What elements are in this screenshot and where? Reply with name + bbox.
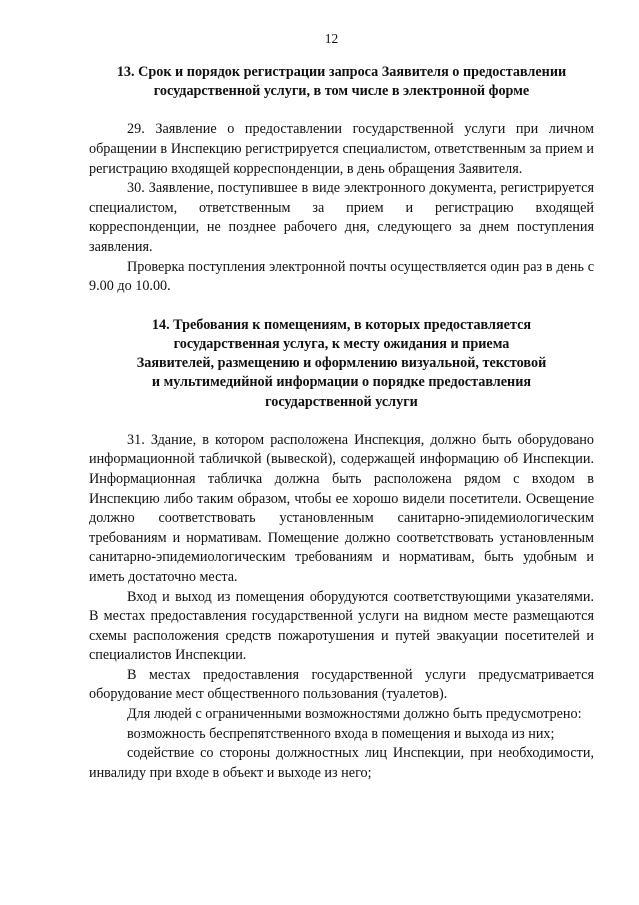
paragraph-access: возможность беспрепятственного входа в помещения и выхода из них; <box>127 725 555 742</box>
heading-line: государственной услуги <box>265 393 418 410</box>
heading-line: государственной услуги, в том числе в электронной форме <box>153 83 530 100</box>
paragraph-29: 29. Заявление о предоставлении государственной услуги при личном обращении в Инспекцию регистрируется специалистом, ответственным за прием и регистрацию входящей корреспонденции, в день обращения Заявителя. <box>89 121 594 177</box>
paragraph-31: 31. Здание, в котором расположена Инспекция, должно быть оборудовано информационной табличкой (вывеской), содержащей информацию об Инспекции. Информационная табличка должна быть расположена рядом с входом в Инспекцию либо таким образом, чтобы ее хорошо видели посетители. Освещение должно соответствовать установленным санитарно-эпидемиологическим требованиям и нормативам. Помещение должно соответствовать установленным санитарно-эпидемиологическим требованиям и нормативам, быть удобным и иметь достаточно места. <box>89 431 594 585</box>
paragraph-entrance-signs: Вход и выход из помещения оборудуются соответствующими указателями. В местах предоставления государственной услуги на видном месте размещаются схемы расположения средств пожаротушения и путей эвакуации посетителей и специалистов Инспекции. <box>89 588 594 664</box>
paragraph-restrooms: В местах предоставления государственной услуги предусматривается оборудование мест общественного пользования (туалетов). <box>89 666 594 703</box>
section-13-heading <box>89 63 594 101</box>
heading-line: 14. Требования к помещениям, в которых предоставляется <box>151 316 532 333</box>
heading-line: государственная услуга, к месту ожидания и приема <box>173 335 510 352</box>
heading-line: 13. Срок и порядок регистрации запроса Заявителя о предоставлении <box>116 64 567 80</box>
page-number: 12 <box>324 31 339 46</box>
paragraph-email-check: Проверка поступления электронной почты осуществляется один раз в день с 9.00 до 10.00. <box>89 258 594 295</box>
paragraph-30: 30. Заявление, поступившее в виде электронного документа, регистрируется специалистом, ответственным за прием и регистрацию входящей корреспонденции, не позднее рабочего дня, следующего за днем поступления заявления. <box>89 180 594 255</box>
heading-line: и мультимедийной информации о порядке предоставления <box>151 374 532 391</box>
paragraph-disability-intro: Для людей с ограниченными возможностями должно быть предусмотрено: <box>127 706 582 723</box>
paragraph-assistance: содействие со стороны должностных лиц Инспекции, при необходимости, инвалиду при входе в объект и выходе из него; <box>89 745 594 781</box>
heading-line: Заявителей, размещению и оформлению визуальной, текстовой <box>136 355 547 372</box>
section-14-heading <box>89 316 594 412</box>
